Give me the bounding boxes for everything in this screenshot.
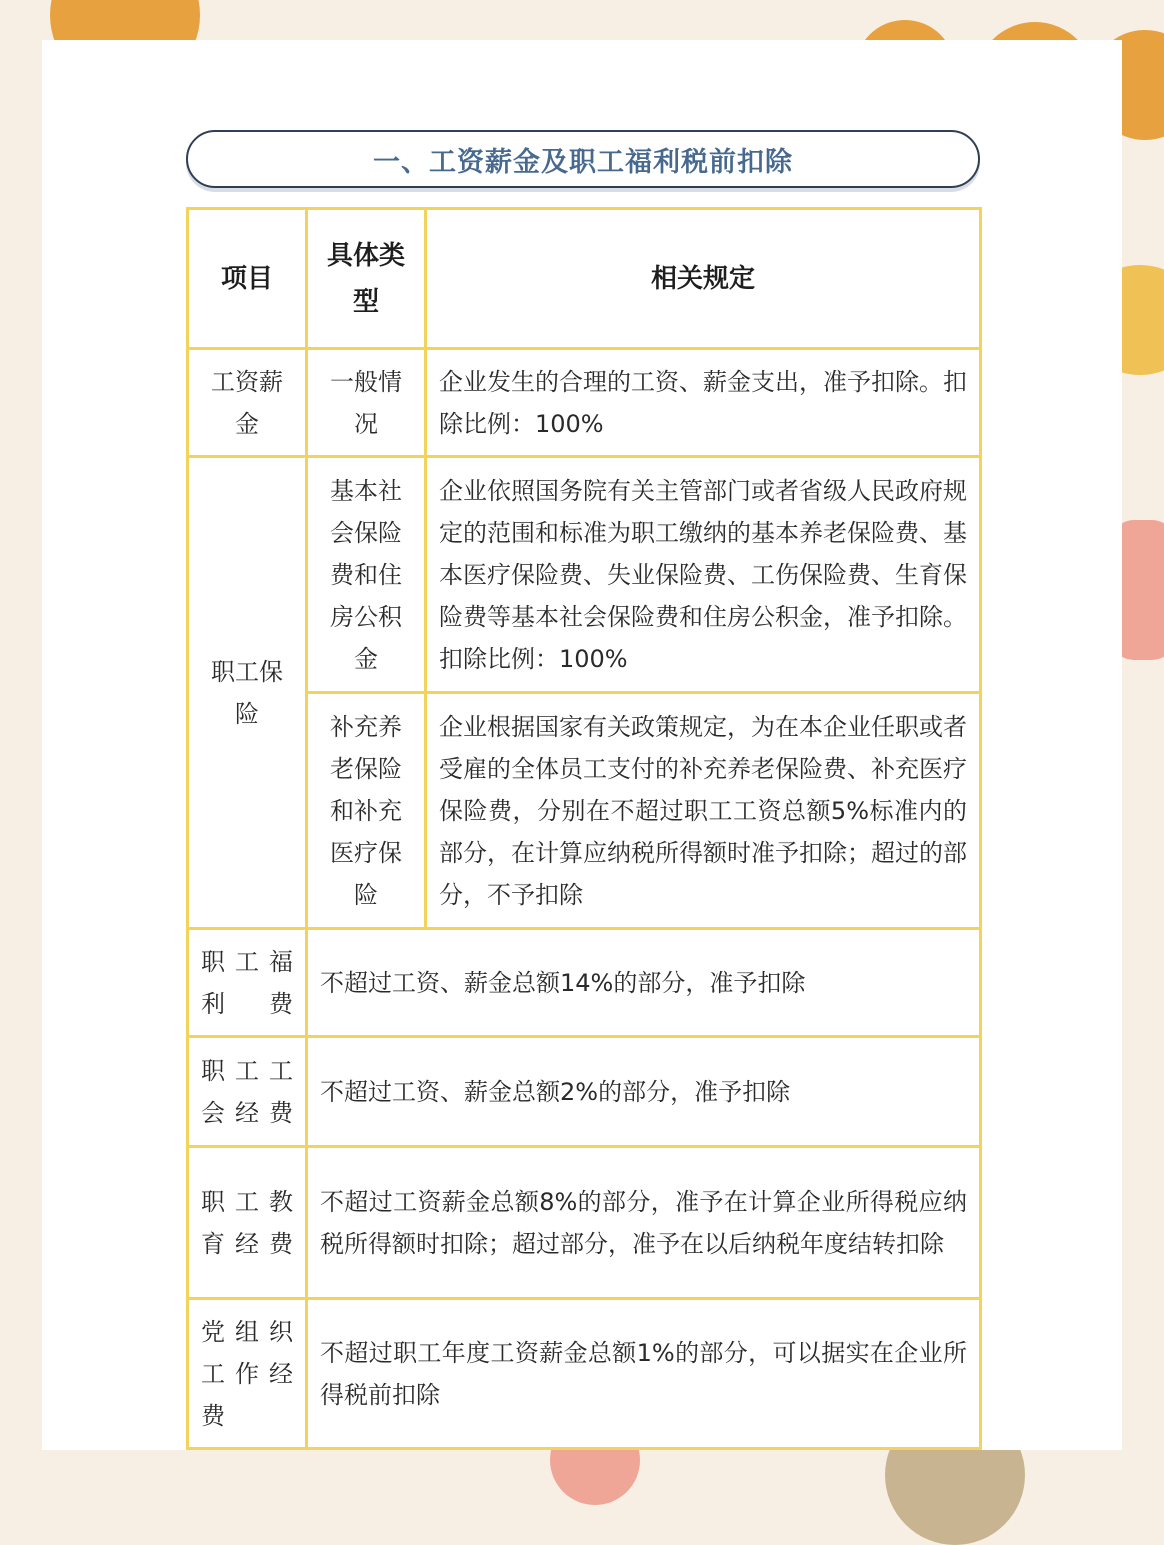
row-item: 职工保险 <box>188 457 307 929</box>
row-rule: 企业发生的合理的工资、薪金支出，准予扣除。扣除比例：100% <box>426 349 981 457</box>
header-rule: 相关规定 <box>426 209 981 349</box>
row-rule: 不超过工资、薪金总额2%的部分，准予扣除 <box>307 1037 981 1147</box>
row-type: 一般情况 <box>307 349 426 457</box>
section-title-bar <box>186 130 980 188</box>
row-item: 工资薪金 <box>188 349 307 457</box>
row-type: 补充养老保险和补充医疗保险 <box>307 693 426 929</box>
row-type: 基本社会保险费和住房公积金 <box>307 457 426 693</box>
row-rule: 企业根据国家有关政策规定，为在本企业任职或者受雇的全体员工支付的补充养老保险费、补充医疗保险费，分别在不超过职工工资总额5%标准内的部分，在计算应纳税所得额时准予扣除；超过的部分，不予扣除 <box>426 693 981 929</box>
table-row <box>188 1299 981 1449</box>
table-row <box>188 1147 981 1299</box>
table-row <box>188 929 981 1037</box>
row-item: 职工工会经费 <box>188 1037 307 1147</box>
header-item: 项目 <box>188 209 307 349</box>
row-item: 党组织工作经费 <box>188 1299 307 1449</box>
row-rule: 不超过工资薪金总额8%的部分，准予在计算企业所得税应纳税所得额时扣除；超过部分，准予在以后纳税年度结转扣除 <box>307 1147 981 1299</box>
row-rule: 不超过工资、薪金总额14%的部分，准予扣除 <box>307 929 981 1037</box>
row-item: 职工教育经费 <box>188 1147 307 1299</box>
table-row <box>188 349 981 457</box>
deduction-rules-table <box>186 207 982 1450</box>
row-item: 职工福利费 <box>188 929 307 1037</box>
header-type: 具体类型 <box>307 209 426 349</box>
row-rule: 企业依照国务院有关主管部门或者省级人民政府规定的范围和标准为职工缴纳的基本养老保险费、基本医疗保险费、失业保险费、工伤保险费、生育保险费等基本社会保险费和住房公积金，准予扣除。扣除比例：100% <box>426 457 981 693</box>
table-row <box>188 1037 981 1147</box>
table-header-row <box>188 209 981 349</box>
section-title: 一、工资薪金及职工福利税前扣除 <box>373 146 793 178</box>
row-rule: 不超过职工年度工资薪金总额1%的部分，可以据实在企业所得税前扣除 <box>307 1299 981 1449</box>
table-row <box>188 457 981 693</box>
table-row <box>188 693 981 929</box>
